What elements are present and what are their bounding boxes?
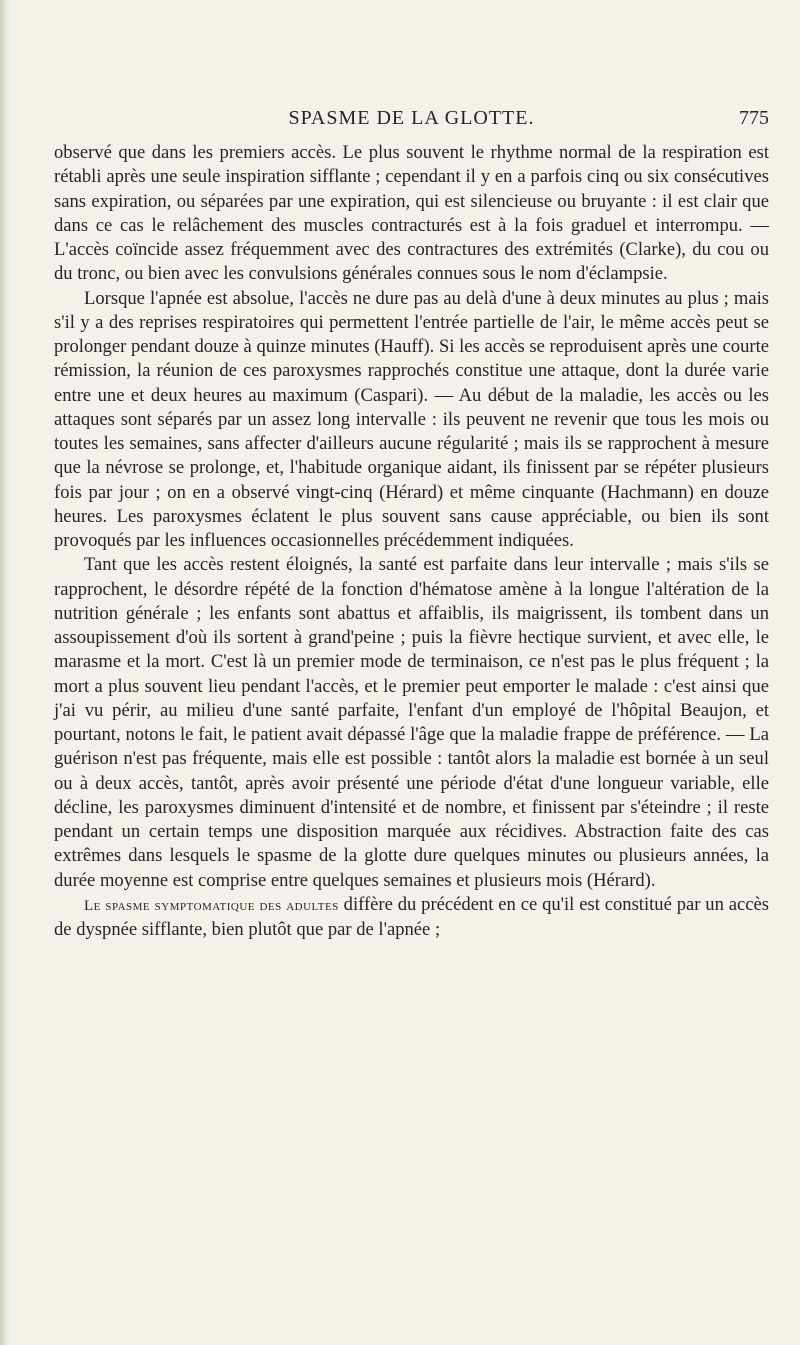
paragraph-4-lead: Le spasme symptomatique des adultes (84, 897, 339, 914)
paragraph-3: Tant que les accès restent éloignés, la santé est parfaite dans leur intervalle ; mais s'ils se rapprochent, le désordre répété de la fonction d'hématose amène à la longue l'altération de la nutrition générale ; les enfants sont abattus et affaiblis, ils maigrissent, ils tombent dans un assoupissement d'où ils sortent à grand'peine ; puis la fièvre hectique survient, et avec elle, le marasme et la mort. C'est là un premier mode de terminaison, ce n'est pas le plus fréquent ; la mort a plus souvent lieu pendant l'accès, et le premier peut emporter le malade : c'est ainsi que j'ai vu périr, au milieu d'une santé parfaite, l'enfant d'un employé de l'hôpital Beaujon, et pourtant, notons le fait, le patient avait dépassé l'âge que la maladie frappe de préférence. — La guérison n'est pas fréquente, mais elle est possible : tantôt alors la maladie est bornée à un seul ou à deux accès, tantôt, après avoir présenté une période d'état d'une longueur variable, elle décline, les paroxysmes diminuent d'intensité et de nombre, et finissent par s'éteindre ; il reste pendant un certain temps une disposition marquée aux récidives. Abstraction faite des cas extrêmes dans lesquels le spasme de la glotte dure quelques minutes ou plusieurs années, la durée moyenne est comprise entre quelques semaines et plusieurs mois (Hérard). (54, 554, 769, 891)
paragraph-1: observé que dans les premiers accès. Le plus souvent le rhythme normal de la respiration est rétabli après une seule inspiration sifflante ; cependant il y en a parfois cinq ou six consécutives sans expiration, ou séparées par une expiration, qui est silencieuse ou bruyante : il est clair que dans ce cas le relâchement des muscles contracturés est à la fois graduel et interrompu. — L'accès coïncide assez fréquemment avec des contractures des extrémités (Clarke), du cou ou du tronc, ou bien avec les convulsions générales connues sous le nom d'éclampsie. (54, 142, 769, 285)
paragraph-2: Lorsque l'apnée est absolue, l'accès ne dure pas au delà d'une à deux minutes au plus ; mais s'il y a des reprises respiratoires qui permettent l'entrée partielle de l'air, le même accès peut se prolonger pendant douze à quinze minutes (Hauff). Si les accès se reproduisent après une courte rémission, la réunion de ces paroxysmes rapprochés constitue une attaque, dont la durée varie entre une et deux heures au maximum (Caspari). — Au début de la maladie, les accès ou les attaques sont séparés par un assez long intervalle : ils peuvent ne revenir que tous les mois ou toutes les semaines, sans affecter d'ailleurs aucune régularité ; mais ils se rapprochent à mesure que la névrose se prolonge, et, l'habitude organique aidant, ils finissent par se répéter plusieurs fois par jour ; on en a observé vingt-cinq (Hérard) et même cinquante (Hachmann) en douze heures. Les paroxysmes éclatent le plus souvent sans cause appréciable, ou bien ils sont provoqués par les influences occasionnelles précédemment indiquées. (54, 287, 769, 551)
page-number: 775 (739, 107, 769, 129)
running-head (54, 105, 769, 135)
body-text (54, 141, 769, 942)
paragraph-4 (54, 893, 769, 943)
page-title: SPASME DE LA GLOTTE. (288, 107, 535, 129)
book-page (54, 105, 769, 942)
page-edge-shadow (0, 0, 10, 1345)
paragraph-4-text: diffère du précédent en ce qu'il est constitué par un accès de dyspnée sifflante, bien plutôt que par de l'apnée ; (54, 893, 769, 940)
